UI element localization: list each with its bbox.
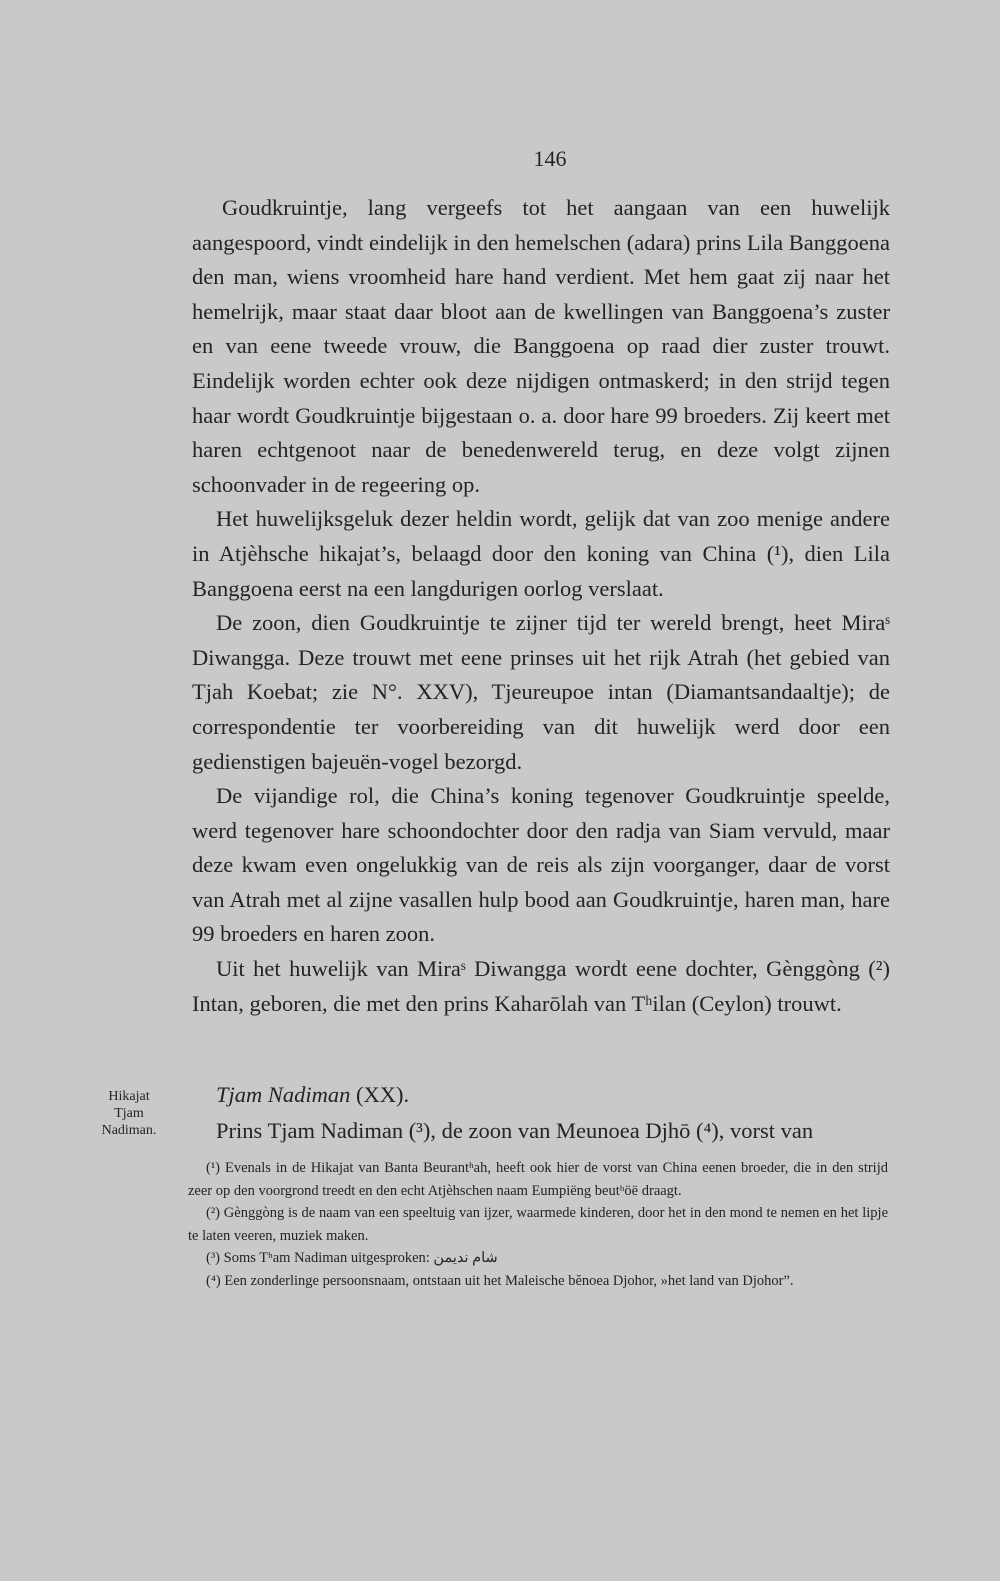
paragraph: Uit het huwelijk van Miraˢ Diwangga wordt eene dochter, Gènggòng (²) Intan, geboren, die met den prins Kaharōlah van Tʰilan (Ceylon) trouwt. [192,956,890,1016]
section-first-line: Prins Tjam Nadiman (³), de zoon van Meunoea Djhō (⁴), vorst van [216,1118,814,1143]
footnote: (²) Gènggòng is de naam van een speeltuig van ijzer, waarmede kinderen, door het in den mond te nemen en het lipje te laten veeren, muziek maken. [188,1205,888,1244]
paragraph: Het huwelijksgeluk dezer heldin wordt, gelijk dat van zoo menige andere in Atjèhsche hikajat’s, belaagd door den koning van China (¹), dien Lila Banggoena eerst na een langdurigen oorlog verslaat. [192,506,890,601]
footnote: (¹) Evenals in de Hikajat van Banta Beurantʰah, heeft ook hier de vorst van China eenen broeder, die in den strijd zeer op den voorgrond treedt en den echt Atjèhschen naam Eumpiëng beutʰöë draagt. [188,1160,888,1199]
page-number: 146 [533,146,567,171]
section-heading [192,1077,890,1113]
section-number: (XX). [356,1082,410,1107]
margin-note-line: Hikajat [108,1089,150,1104]
section-heading-block [192,1077,890,1149]
paragraph: Goudkruintje, lang vergeefs tot het aangaan van een huwelijk aangespoord, vindt eindelijk in den hemelschen (adara) prins Lila Banggoena den man, wiens vroomheid hare hand verdient. Met hem gaat zij naar het hemelrijk, maar staat daar bloot aan de kwellingen van Banggoena’s zuster en van eene tweede vrouw, die Banggoena op raad dier zuster trouwt. Eindelijk worden echter ook deze nijdigen ontmaskerd; in den strijd tegen haar wordt Goudkruintje bijgestaan o. a. door hare 99 broeders. Zij keert met haren echtgenoot naar de benedenwereld terug, en deze volgt zijnen schoonvader in de regeering op. [192,195,890,497]
margin-note [84,1088,174,1139]
margin-note-line: Nadiman. [101,1123,157,1138]
footnotes [188,1157,888,1292]
section-title: Tjam Nadiman [216,1082,351,1107]
footnote: (⁴) Een zonderlinge persoonsnaam, ontstaan uit het Maleische bĕnoea Djohor, »het land van Djohor”. [206,1272,794,1289]
margin-note-line: Tjam [114,1106,144,1121]
paragraph: De vijandige rol, die China’s koning tegenover Goudkruintje speelde, werd tegenover hare schoondochter door den radja van Siam vervuld, maar deze kwam even ongelukkig van de reis als zijn voorganger, daar de vorst van Atrah met al zijne vasallen hulp bood aan Goudkruintje, haren man, hare 99 broeders en haren zoon. [192,783,890,947]
footnote: (³) Soms Tʰam Nadiman uitgesproken: شام نديمن [206,1250,498,1266]
paragraph: De zoon, dien Goudkruintje te zijner tijd ter wereld brengt, heet Miraˢ Diwangga. Deze trouwt met eene prinses uit het rijk Atrah (het gebied van Tjah Koebat; zie N°. XXV), Tjeureupoe intan (Diamantsandaaltje); de correspondentie ter voorbereiding van dit huwelijk werd door een gedienstigen bajeuën-vogel bezorgd. [192,610,890,774]
main-text [192,191,890,1021]
